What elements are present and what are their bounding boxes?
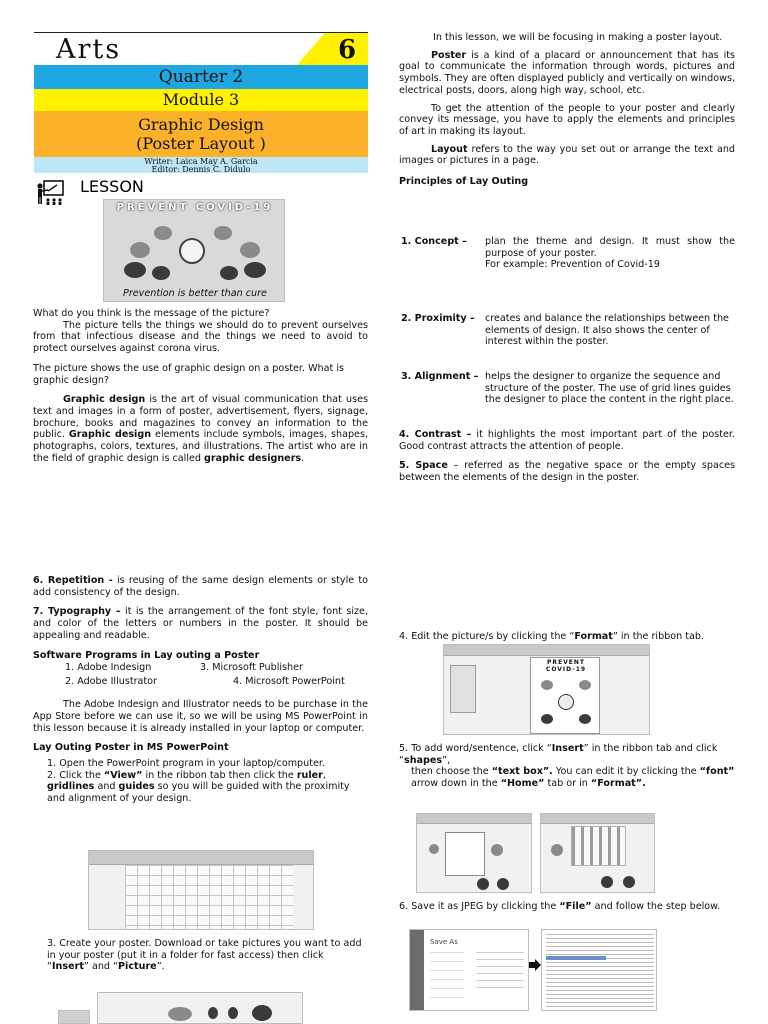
poster-heading: PREVENT COVID-19 bbox=[116, 202, 274, 213]
text-box-screenshot bbox=[416, 813, 532, 893]
right-column-intro bbox=[399, 32, 735, 188]
step-4: 4. Edit the picture/s by clicking the “Format” in the ribbon tab. bbox=[399, 631, 705, 642]
step-5: 5. To add word/sentence, click “Insert” in the ribbon tab and click “shapes”, then choose the “text box”. You can edit it by clicking the “font” arrow down in the “Home” tab or in “Format”. bbox=[399, 743, 735, 790]
banner-module: Module 3 bbox=[34, 89, 368, 111]
covid-poster-image bbox=[103, 199, 285, 302]
proximity-term: 2. Proximity – bbox=[401, 313, 475, 324]
side-thumbnail bbox=[58, 1010, 90, 1024]
attention-paragraph: To get the attention of the people to your poster and clearly convey its message, you have to apply the elements and principles of art in making its layout. bbox=[399, 102, 735, 137]
principles-heading: Principles of Lay Outing bbox=[399, 176, 529, 188]
save-as-screenshot bbox=[409, 929, 529, 1011]
banner-title-line1: Graphic Design bbox=[138, 115, 264, 134]
principle-contrast: 4. Contrast – it highlights the most important part of the poster. Good contrast attracts the attention of people. bbox=[399, 429, 735, 452]
principle-contrast-space bbox=[399, 429, 735, 484]
concept-definition: plan the theme and design. It must show the purpose of your poster. bbox=[485, 236, 735, 259]
banner-title-line2: (Poster Layout ) bbox=[136, 134, 266, 153]
software-item: 2. Adobe Illustrator bbox=[65, 676, 157, 688]
software-heading: Software Programs in Lay outing a Poster bbox=[33, 649, 260, 661]
concept-term: 1. Concept – bbox=[401, 236, 467, 247]
teacher-board-icon bbox=[35, 180, 65, 206]
lesson-heading: LESSON bbox=[80, 177, 144, 196]
software-item: 1. Adobe Indesign bbox=[65, 662, 152, 674]
alignment-term: 3. Alignment – bbox=[401, 371, 479, 382]
graphic-design-definition: Graphic design is the art of visual communication that uses text and images in a form of poster, advertisement, flyers, signage, brochure, books and magazines to convey an information to the public. Graphic design elements include symbols, images, shapes, photographs, colors, textures, and illustrations. The artist who are in the field of graphic design is called graphic designers. bbox=[33, 394, 368, 464]
step-6: 6. Save it as JPEG by clicking the “File” and follow the step below. bbox=[399, 901, 721, 912]
view-ruler-gridlines-screenshot bbox=[88, 850, 314, 930]
banner-subject: Arts bbox=[56, 34, 122, 65]
lesson-focus: In this lesson, we will be focusing in making a poster layout. bbox=[433, 32, 723, 43]
banner-editor: Editor: Dennis C. Didulo bbox=[151, 165, 251, 174]
picture-explanation: The picture tells the things we should do to prevent ourselves from that infectious disease and the things we need to avoid to protect ourselves against corona virus. bbox=[33, 319, 368, 355]
banner-quarter: Quarter 2 bbox=[34, 65, 368, 89]
save-as-label: Save As bbox=[430, 938, 458, 946]
insert-picture-screenshot bbox=[97, 992, 303, 1024]
principle-concept bbox=[399, 236, 735, 271]
banner-grade-tab bbox=[296, 33, 368, 66]
arrow-right-icon bbox=[529, 959, 541, 971]
principle-typography: 7. Typography – it is the arrangement of the font style, font size, and color of the letters or numbers in the poster. It should be appealing and readable. bbox=[33, 606, 368, 641]
question-text: What do you think is the message of the picture? bbox=[33, 308, 270, 319]
left-column-step3 bbox=[33, 938, 368, 973]
layout-definition: Layout refers to the way you set out or arrange the text and images or pictures in a page. bbox=[399, 143, 735, 167]
step-2: 2. Click the “View” in the ribbon tab then click the ruler, gridlines and guides so you will be guided with the proximity and alignment of your design. bbox=[47, 769, 350, 805]
banner-credits bbox=[34, 157, 368, 173]
principle-space: 5. Space – referred as the negative space or the empty spaces between the elements of the design in the poster. bbox=[399, 460, 735, 484]
proximity-definition: creates and balance the relationships between the elements of design. It also shows the center of interest within the poster. bbox=[485, 313, 729, 348]
concept-example: For example: Prevention of Covid-19 bbox=[485, 259, 660, 271]
left-column-principles bbox=[33, 575, 368, 805]
principle-alignment bbox=[399, 371, 735, 406]
software-list bbox=[33, 661, 368, 691]
format-picture-screenshot bbox=[443, 644, 650, 735]
banner-writer: Writer: Laica May A. Garcia bbox=[144, 157, 258, 166]
powerpoint-heading: Lay Outing Poster in MS PowerPoint bbox=[33, 742, 229, 754]
font-format-screenshot bbox=[540, 813, 655, 893]
poster-caption: Prevention is better than cure bbox=[123, 288, 267, 300]
step-3: 3. Create your poster. Download or take pictures you want to add in your poster (put it in a folder for fast access) then click “Insert” and “Picture”. bbox=[47, 938, 362, 973]
software-paragraph: The Adobe Indesign and Illustrator needs to be purchase in the App Store before we can use it, so we will be using MS PowerPoint in this lesson because it is already installed in your laptop or computer. bbox=[33, 699, 368, 734]
principle-repetition: 6. Repetition - is reusing of the same design elements or style to add consistency of the design. bbox=[33, 575, 368, 598]
graphic-design-question: The picture shows the use of graphic design on a poster. What is graphic design? bbox=[33, 362, 344, 386]
banner-title bbox=[34, 111, 368, 157]
software-item: 4. Microsoft PowerPoint bbox=[233, 676, 345, 688]
screenshot-poster-heading: PREVENT COVID-19 bbox=[545, 659, 587, 674]
file-type-list-screenshot bbox=[541, 929, 657, 1011]
banner-subject-row bbox=[34, 32, 368, 65]
principle-proximity bbox=[399, 313, 735, 348]
alignment-definition: helps the designer to organize the sequence and structure of the poster. The use of grid lines guides the designer to place the content in the right place. bbox=[485, 371, 734, 406]
software-item: 3. Microsoft Publisher bbox=[200, 662, 303, 674]
step-1: 1. Open the PowerPoint program in your laptop/computer. bbox=[47, 758, 325, 770]
poster-definition: Poster is a kind of a placard or announcement that has its goal to communicate the information through words, pictures and symbols. They are often displayed publicly and vertically on windows, electrical posts, doors, along high way, school, etc. bbox=[399, 49, 735, 96]
left-column-intro bbox=[33, 308, 368, 464]
module-banner bbox=[34, 32, 368, 173]
banner-grade: 6 bbox=[338, 35, 357, 65]
